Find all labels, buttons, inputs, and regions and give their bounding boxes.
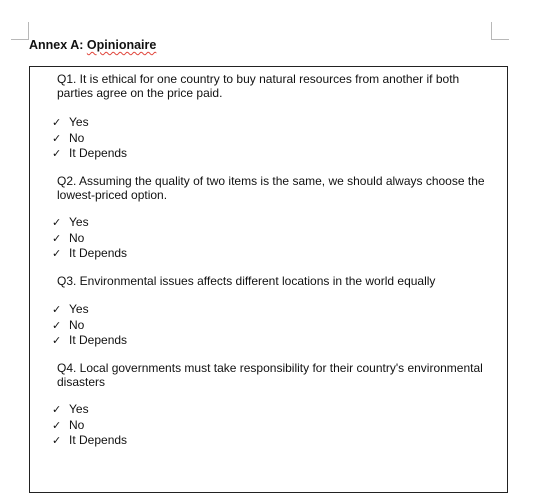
question-4: Q4. Local governments must take responsibility for their country's environmental disasters — [57, 361, 483, 389]
option-label: It Depends — [69, 433, 128, 447]
checkmark-icon: ✓ — [52, 304, 62, 316]
option-label: No — [69, 230, 85, 245]
checkmark-icon: ✓ — [52, 117, 62, 129]
option-no — [52, 418, 127, 434]
question-2: Q2. Assuming the quality of two items is the same, we should always choose the lowest-priced option. — [57, 174, 485, 202]
option-label: It Depends — [69, 146, 128, 160]
option-yes — [52, 115, 127, 131]
checkmark-icon: ✓ — [52, 335, 62, 347]
option-yes — [52, 215, 127, 231]
option-label: No — [69, 317, 85, 332]
checkmark-icon: ✓ — [52, 132, 62, 145]
annex-title-word: Opinionaire — [86, 38, 157, 52]
option-it-depends — [52, 146, 127, 162]
option-it-depends — [52, 333, 127, 349]
option-yes — [52, 402, 127, 418]
option-label: No — [69, 417, 85, 432]
option-label: No — [69, 130, 85, 145]
option-label: Yes — [69, 402, 89, 416]
annex-heading — [29, 38, 156, 52]
checkmark-icon: ✓ — [52, 248, 62, 260]
option-it-depends — [52, 433, 127, 449]
option-label: It Depends — [69, 333, 128, 347]
crop-mark-top-right — [491, 22, 509, 40]
option-it-depends — [52, 246, 127, 262]
checkmark-icon: ✓ — [52, 319, 62, 332]
checkmark-icon: ✓ — [52, 404, 62, 416]
question-2-options — [52, 215, 127, 262]
question-4-options — [52, 402, 127, 449]
checkmark-icon: ✓ — [52, 435, 62, 447]
option-label: Yes — [69, 302, 89, 316]
question-3-options — [52, 302, 127, 349]
option-no — [52, 131, 127, 147]
option-no — [52, 318, 127, 334]
option-label: Yes — [69, 215, 89, 229]
option-yes — [52, 302, 127, 318]
option-label: Yes — [69, 115, 89, 129]
question-3: Q3. Environmental issues affects different locations in the world equally — [57, 274, 436, 288]
option-no — [52, 231, 127, 247]
annex-prefix: Annex A: — [29, 38, 87, 52]
checkmark-icon: ✓ — [52, 232, 62, 245]
crop-mark-top-left — [11, 22, 29, 40]
questionnaire-box — [29, 66, 508, 493]
option-label: It Depends — [69, 246, 128, 260]
checkmark-icon: ✓ — [52, 217, 62, 229]
question-1: Q1. It is ethical for one country to buy natural resources from another if both parties agree on the price paid. — [57, 72, 460, 100]
checkmark-icon: ✓ — [52, 419, 62, 432]
checkmark-icon: ✓ — [52, 148, 62, 160]
question-1-options — [52, 115, 127, 162]
